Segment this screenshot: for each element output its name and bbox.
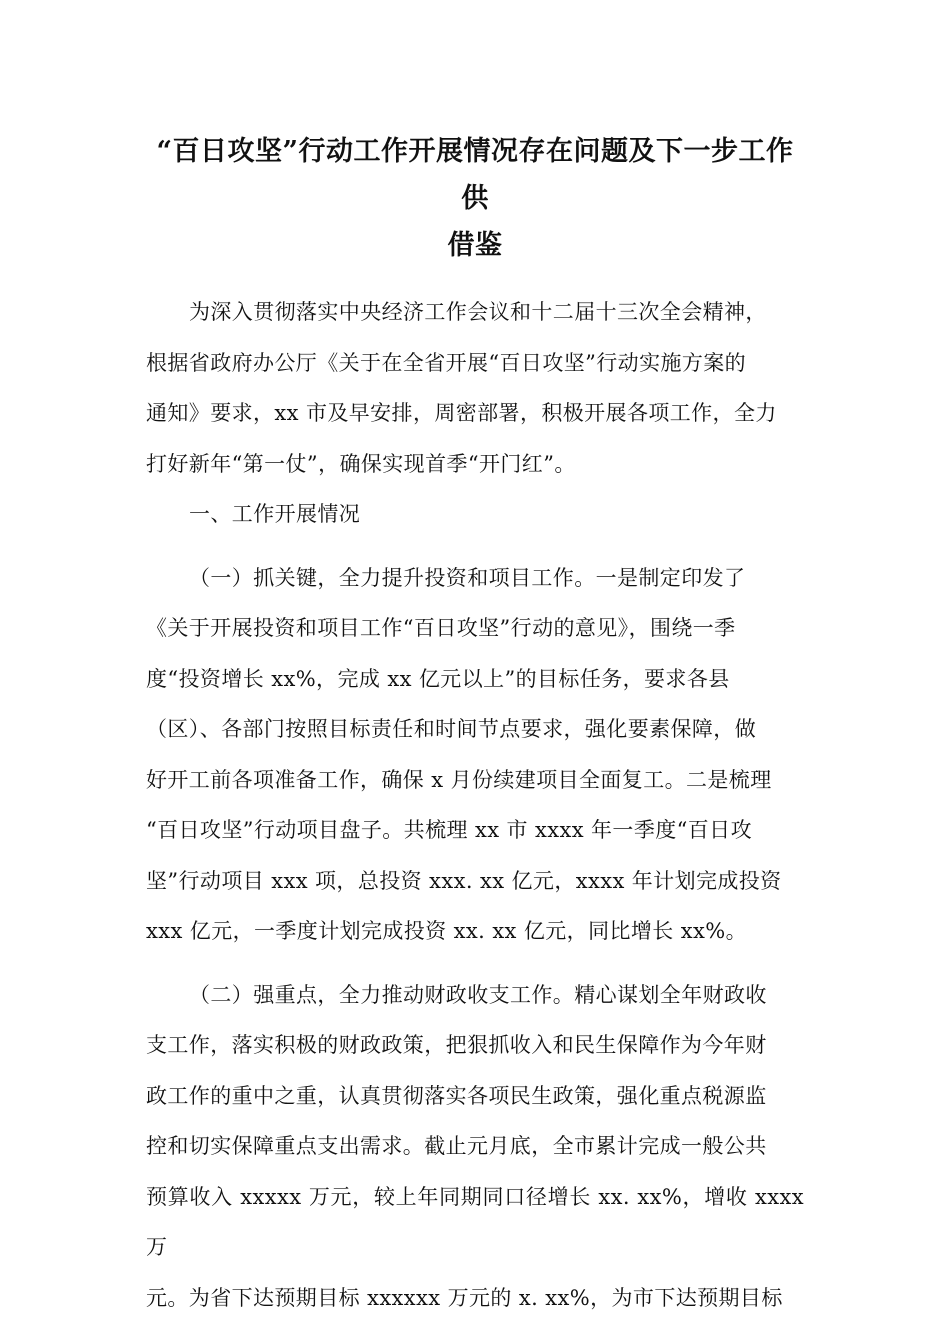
subsection-paragraph-2	[146, 970, 804, 1324]
text-line: 根据省政府办公厅《关于在全省开展“百日攻坚”行动实施方案的	[146, 350, 747, 375]
text-line: 元。为省下达预期目标 xxxxxx 万元的 x. xx%，为市下达预期目标	[146, 1285, 783, 1310]
title-line: “百日攻坚”行动工作开展情况存在问题及下一步工作供	[156, 136, 794, 214]
text-line: 为深入贯彻落实中央经济工作会议和十二届十三次全会精神，	[189, 300, 767, 324]
text-line: （一）抓关键，全力提升投资和项目工作。一是制定印发了	[189, 565, 746, 590]
section-heading: 一、工作开展情况	[189, 502, 361, 526]
document-title	[146, 0, 804, 269]
text-line: 《关于开展投资和项目工作“百日攻坚”行动的意见》，围绕一季	[146, 616, 736, 640]
text-line: “百日攻坚”行动项目盘子。共梳理 xx 市 xxxx 年一季度“百日攻	[146, 818, 752, 842]
text-line: （区）、各部门按照目标责任和时间节点要求，强化要素保障，做	[146, 717, 757, 741]
title-line: 借鉴	[447, 230, 503, 261]
text-line: 好开工前各项准备工作，确保 x 月份续建项目全面复工。二是梳理	[146, 767, 772, 792]
text-line: （二）强重点，全力推动财政收支工作。精心谋划全年财政收	[189, 982, 767, 1007]
text-line: xxx 亿元，一季度计划完成投资 xx. xx 亿元，同比增长 xx%。	[146, 919, 747, 943]
text-line: 政工作的重中之重，认真贯彻落实各项民生政策，强化重点税源监	[146, 1083, 767, 1108]
text-line: 通知》要求，xx 市及早安排，周密部署，积极开展各项工作，全力	[146, 401, 777, 425]
text-line: 打好新年“第一仗”，确保实现首季“开门红”。	[146, 451, 576, 476]
subsection-paragraph-1	[146, 553, 804, 957]
text-line: 控和切实保障重点支出需求。截止元月底，全市累计完成一般公共	[146, 1134, 767, 1158]
text-line: 支工作，落实积极的财政政策，把狠抓收入和民生保障作为今年财	[146, 1033, 767, 1057]
intro-paragraph	[146, 287, 804, 489]
text-line: 坚”行动项目 xxx 项，总投资 xxx. xx 亿元，xxxx 年计划完成投资	[146, 868, 782, 893]
text-line: 预算收入 xxxxx 万元，较上年同期同口径增长 xx. xx%，增收 xxxx 万	[146, 1184, 804, 1259]
text-line: 度“投资增长 xx%，完成 xx 亿元以上”的目标任务，要求各县	[146, 666, 730, 691]
